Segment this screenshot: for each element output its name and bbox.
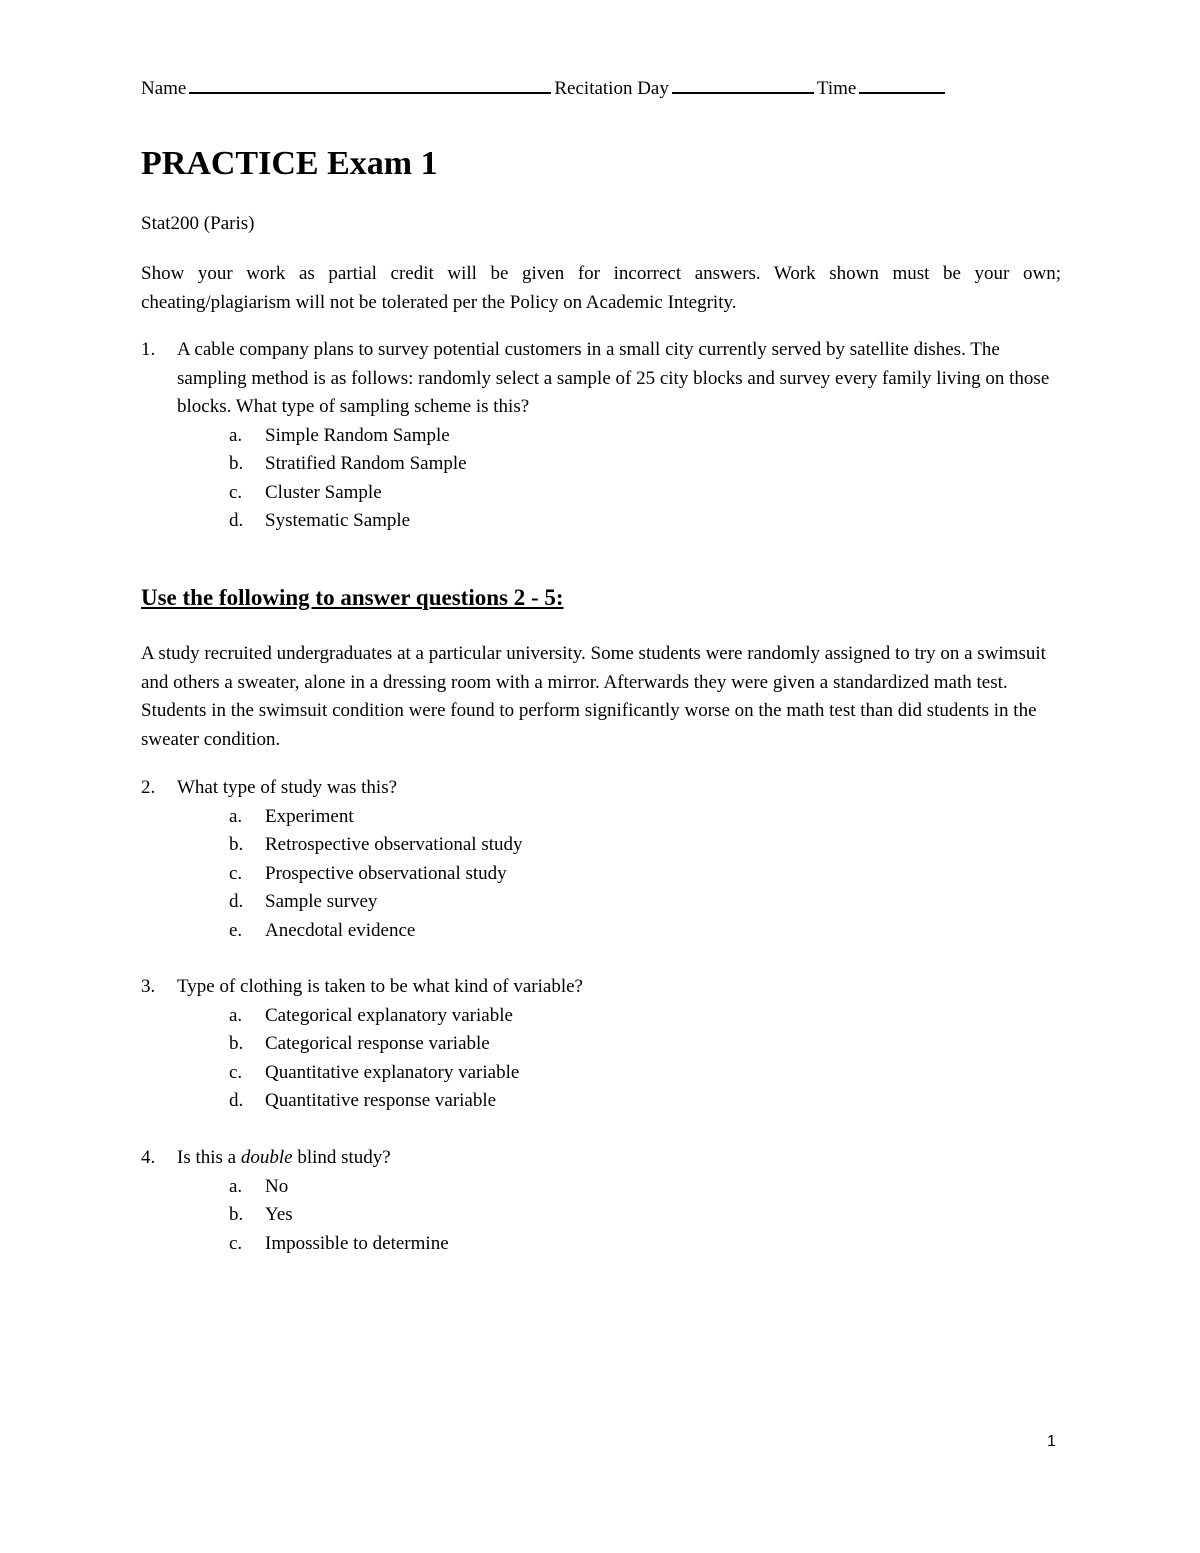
question-2 <box>141 774 1061 945</box>
answer-option <box>229 888 1061 917</box>
question-text-emphasis: double <box>240 1147 293 1168</box>
option-text: Retrospective observational study <box>265 834 523 855</box>
option-text: Categorical response variable <box>265 1033 490 1054</box>
question-1 <box>141 336 1061 536</box>
option-letter: c. <box>229 1232 243 1254</box>
option-text: Yes <box>265 1204 293 1225</box>
option-text: Sample survey <box>265 891 378 912</box>
option-text: Cluster Sample <box>265 481 382 503</box>
answer-option <box>229 831 1061 860</box>
answer-option <box>229 1030 1061 1059</box>
section-heading: Use the following to answer questions 2 - 5: <box>141 585 564 610</box>
question-text-part: blind study? <box>292 1147 391 1168</box>
question-text: What type of study was this? <box>177 777 398 798</box>
recitation-day-blank <box>672 75 814 94</box>
answer-option <box>229 507 1061 536</box>
question-number: 2. <box>141 777 156 798</box>
course-name: Stat200 (Paris) <box>141 213 255 234</box>
answer-options <box>229 803 1061 946</box>
option-text: Stratified Random Sample <box>265 453 467 474</box>
option-letter: c. <box>229 1061 243 1083</box>
page-number: 1 <box>1047 1433 1056 1450</box>
option-letter: a. <box>229 805 243 827</box>
answer-option <box>229 450 1061 479</box>
option-text: Quantitative response variable <box>265 1090 497 1111</box>
option-letter: b. <box>229 1033 244 1054</box>
question-4 <box>141 1144 1061 1258</box>
answer-option <box>229 917 1061 946</box>
option-letter: b. <box>229 453 244 474</box>
answer-option <box>229 803 1061 832</box>
option-letter: b. <box>229 1204 244 1225</box>
instructions: Show your work as partial credit will be given for incorrect answers. Work shown must be your own; cheating/plagiarism will not be tolerated per the Policy on Academic Integrity. <box>141 263 1061 313</box>
answer-option <box>229 1087 1061 1116</box>
answer-option <box>229 1230 1061 1259</box>
option-text: No <box>265 1175 289 1197</box>
option-letter: d. <box>229 891 244 912</box>
option-text: Simple Random Sample <box>265 424 450 446</box>
option-text: Categorical explanatory variable <box>265 1004 513 1026</box>
recitation-day-label: Recitation Day <box>554 78 669 99</box>
answer-option <box>229 1059 1061 1088</box>
question-text-part: Is this a <box>177 1147 241 1168</box>
answer-option <box>229 1002 1061 1031</box>
question-text <box>177 1144 1061 1173</box>
time-label: Time <box>816 78 857 99</box>
answer-option <box>229 860 1061 889</box>
answer-options <box>229 422 1061 536</box>
option-letter: a. <box>229 1175 243 1197</box>
option-text: Systematic Sample <box>265 510 411 531</box>
option-text: Experiment <box>265 805 354 827</box>
answer-options <box>229 1002 1061 1116</box>
page-title: PRACTICE Exam 1 <box>141 145 438 182</box>
question-number: 4. <box>141 1147 156 1168</box>
question-number: 3. <box>141 976 156 997</box>
question-text: A cable company plans to survey potential customers in a small city currently served by satellite dishes. The sampling method is as follows: randomly select a sample of 25 city blocks and survey every family living on those blocks. What type of sampling scheme is this? <box>177 339 1050 417</box>
answer-options <box>229 1173 1061 1259</box>
option-letter: c. <box>229 862 243 884</box>
option-letter: a. <box>229 424 243 446</box>
question-number: 1. <box>141 339 156 360</box>
option-text: Prospective observational study <box>265 862 507 884</box>
student-info-header <box>141 75 948 100</box>
option-letter: c. <box>229 481 243 503</box>
answer-option <box>229 1201 1061 1230</box>
answer-option <box>229 422 1061 451</box>
option-text: Anecdotal evidence <box>265 919 416 941</box>
option-letter: e. <box>229 919 243 941</box>
name-blank <box>189 75 551 94</box>
option-letter: b. <box>229 834 244 855</box>
option-text: Impossible to determine <box>265 1232 449 1254</box>
option-text: Quantitative explanatory variable <box>265 1061 520 1083</box>
question-3 <box>141 973 1061 1116</box>
option-letter: d. <box>229 510 244 531</box>
option-letter: d. <box>229 1090 244 1111</box>
time-blank <box>859 75 945 94</box>
option-letter: a. <box>229 1004 243 1026</box>
question-text: Type of clothing is taken to be what kind of variable? <box>177 976 583 997</box>
study-passage: A study recruited undergraduates at a particular university. Some students were randomly assigned to try on a swimsuit and others a sweater, alone in a dressing room with a mirror. Afterwards they were given a standardized math test. Students in the swimsuit condition were found to perform significantly worse on the math test than did students in the sweater condition. <box>141 643 1046 750</box>
answer-option <box>229 1173 1061 1202</box>
answer-option <box>229 479 1061 508</box>
name-label: Name <box>141 78 187 99</box>
